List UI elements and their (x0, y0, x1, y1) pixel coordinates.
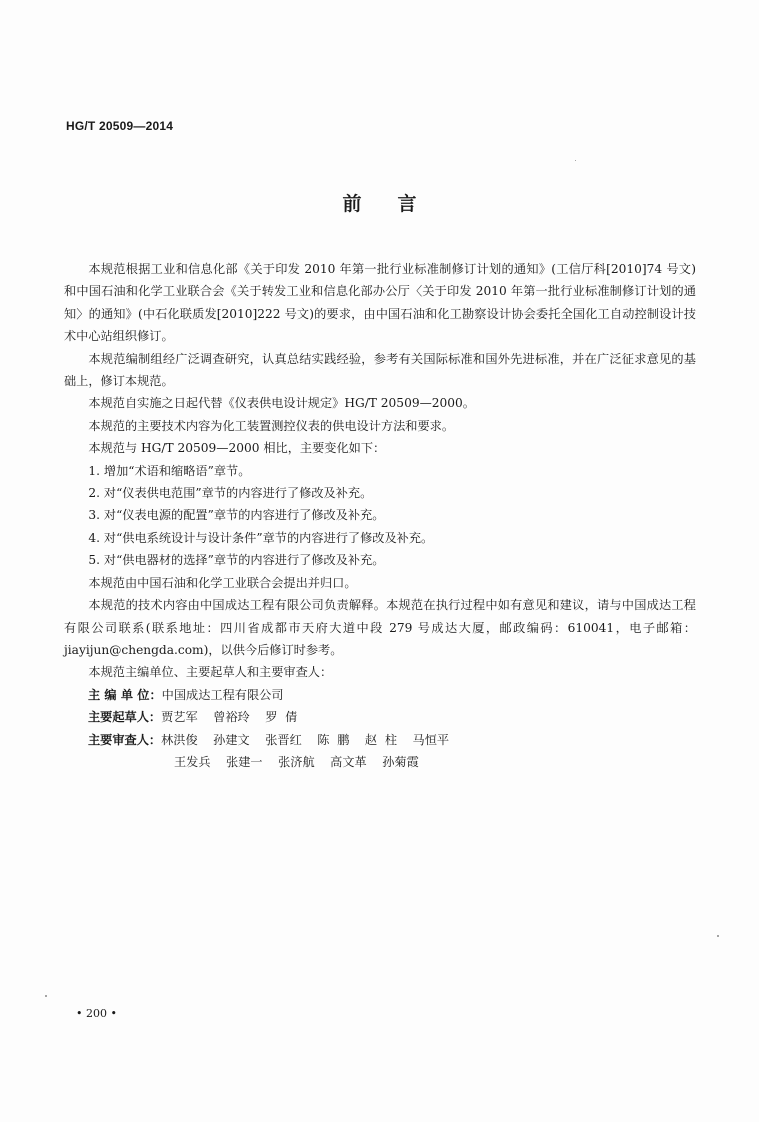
people-section (64, 684, 696, 774)
paragraph-changes-intro: 本规范与 HG/T 20509—2000 相比，主要变化如下： (88, 441, 386, 456)
paragraph-proposer: 本规范由中国石油和化学工业联合会提出并归口。 (88, 575, 357, 590)
drafters-label: 主要起草人： (88, 710, 162, 725)
scan-speck (717, 935, 719, 937)
chief-unit-label: 主 编 单 位： (88, 687, 162, 702)
paragraph-interpretation: 本规范的技术内容由中国成达工程有限公司负责解释。本规范在执行过程中如有意见和建议，请与中国成达工程有限公司联系(联系地址：四川省成都市天府大道中段 279 号成达大厦，邮政编码：610041，电子邮箱：jiayijun@chengda.com)，以供今后修订时参考。 (64, 598, 696, 657)
scan-speck (575, 160, 576, 161)
page-number: • 200 • (76, 1007, 117, 1020)
scan-speck (45, 995, 47, 997)
paragraph-basis: 本规范根据工业和信息化部《关于印发 2010 年第一批行业标准制修订计划的通知》(工信厅科[2010]74 号文)和中国石油和化学工业联合会《关于转发工业和信息化部办公厅〈关于印发 2010 年第一批行业标准制修订计划的通知〉的通知》(中石化联质发[2010]222 号文)的要求，由中国石油和化工勘察设计协会委托全国化工自动控制设计技术中心站组织修订。 (64, 262, 696, 344)
paragraph-people-intro: 本规范主编单位、主要起草人和主要审查人： (88, 665, 333, 680)
reviewers-row (64, 729, 696, 751)
paragraph-replacement: 本规范自实施之日起代替《仪表供电设计规定》HG/T 20509—2000。 (88, 396, 475, 411)
standard-code: HG/T 20509—2014 (66, 119, 174, 133)
drafters-names: 贾艺军 曾裕玲 罗 倩 (161, 710, 298, 725)
reviewers-names-line1: 林洪俊 孙建文 张晋红 陈 鹏 赵 柱 马恒平 (161, 732, 450, 747)
change-item: 3. 对“仪表电源的配置”章节的内容进行了修改及补充。 (88, 508, 385, 523)
reviewers-label: 主要审查人： (88, 732, 162, 747)
chief-unit-value: 中国成达工程有限公司 (161, 687, 284, 702)
change-item: 2. 对“仪表供电范围”章节的内容进行了修改及补充。 (88, 486, 373, 501)
change-item: 5. 对“供电器材的选择”章节的内容进行了修改及补充。 (88, 553, 385, 568)
document-body (64, 258, 696, 773)
paragraph-compilation: 本规范编制组经广泛调查研究，认真总结实践经验，参考有关国际标准和国外先进标准，并在广泛征求意见的基础上，修订本规范。 (64, 351, 696, 389)
change-item: 4. 对“供电系统设计与设计条件”章节的内容进行了修改及补充。 (88, 530, 434, 545)
reviewers-names-line2: 王发兵 张建一 张济航 高文革 孙菊霞 (174, 754, 419, 769)
change-item: 1. 增加“术语和缩略语”章节。 (88, 463, 251, 478)
chief-unit-row (64, 684, 696, 706)
drafters-row (64, 706, 696, 728)
paragraph-content: 本规范的主要技术内容为化工装置测控仪表的供电设计方法和要求。 (88, 418, 455, 433)
page-title: 前言 (342, 193, 453, 215)
